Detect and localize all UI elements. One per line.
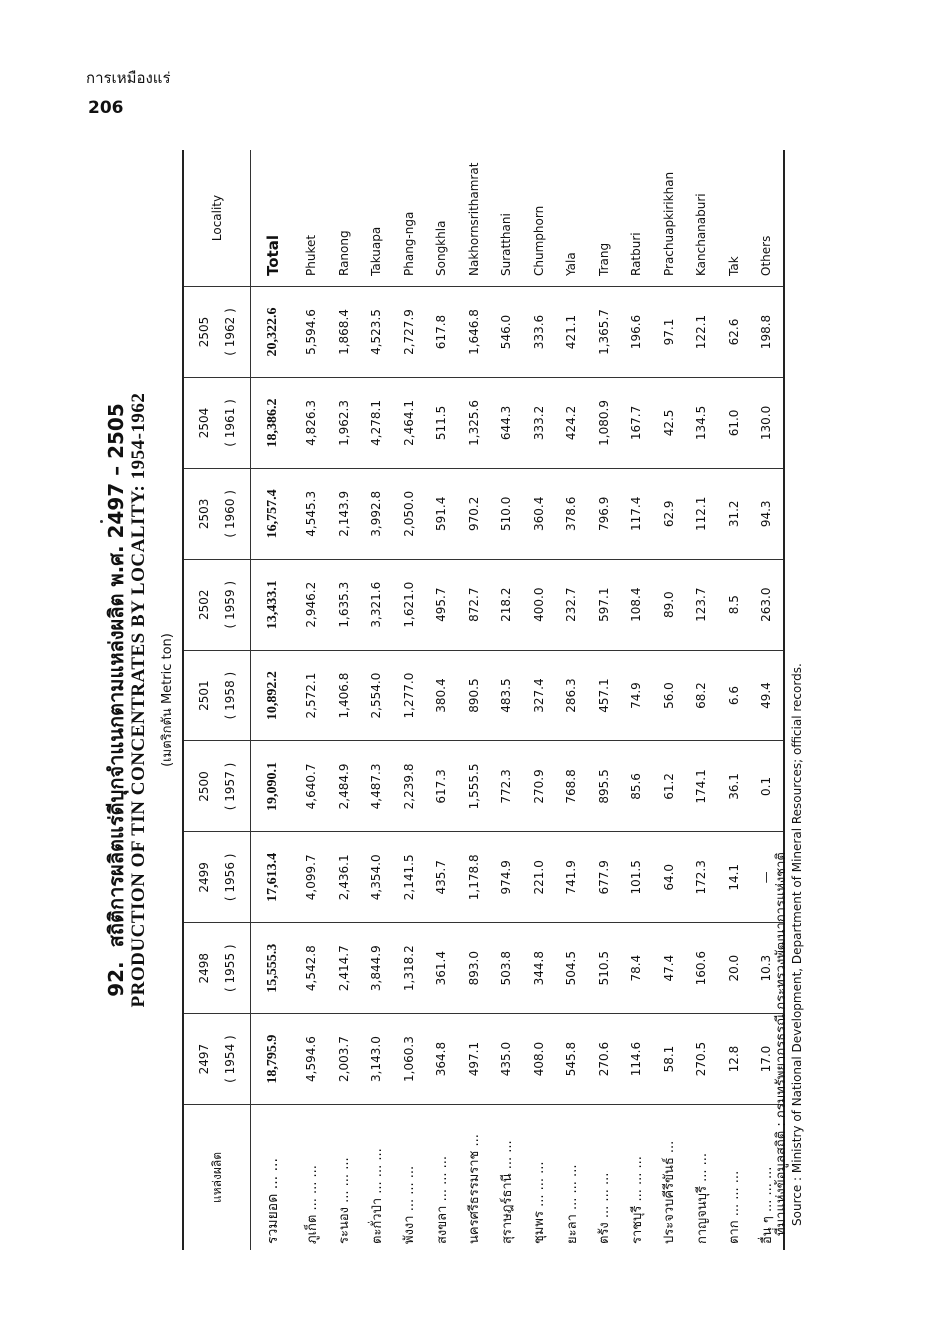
value-cell: 974.9 (490, 832, 523, 923)
value-cell: 18,386.2 (251, 378, 296, 469)
value-cell: 58.1 (653, 1014, 686, 1105)
value-cell: 160.6 (685, 923, 718, 1014)
col-header-year (183, 923, 251, 1014)
year-be: 2505 (197, 316, 211, 348)
value-cell: 4,542.8 (295, 923, 328, 1014)
value-cell: 10.3 (750, 923, 784, 1014)
value-cell: 5,594.6 (295, 287, 328, 378)
value-cell: 20,322.6 (251, 287, 296, 378)
year-be: 2500 (197, 771, 211, 802)
value-cell: 8.5 (718, 559, 751, 650)
value-cell: 2,572.1 (295, 650, 328, 741)
year-be: 2499 (197, 862, 211, 893)
value-cell: 2,141.5 (393, 832, 426, 923)
locality-english: Trang (596, 242, 611, 276)
value-cell: 344.8 (523, 923, 556, 1014)
table-row (458, 150, 491, 1250)
value-cell: 4,826.3 (295, 378, 328, 469)
value-cell: 1,277.0 (393, 650, 426, 741)
value-cell: 286.3 (555, 650, 588, 741)
value-cell: 42.5 (653, 378, 686, 469)
year-ad: ( 1959 ) (223, 580, 237, 629)
year-ad: ( 1957 ) (223, 762, 237, 811)
value-cell: 2,554.0 (360, 650, 393, 741)
value-cell: 17.0 (750, 1014, 784, 1105)
value-cell: 4,487.3 (360, 741, 393, 832)
value-cell: 796.9 (588, 468, 621, 559)
value-cell: 78.4 (620, 923, 653, 1014)
value-cell: 1,555.5 (458, 741, 491, 832)
value-cell: 2,143.9 (328, 468, 361, 559)
value-cell: 3,321.6 (360, 559, 393, 650)
value-cell: 198.8 (750, 287, 784, 378)
table-number: 92. (104, 961, 128, 997)
value-cell: 890.5 (458, 650, 491, 741)
value-cell: 424.2 (555, 378, 588, 469)
value-cell: 483.5 (490, 650, 523, 741)
section-header: การเหมืองแร่ (86, 69, 171, 87)
value-cell: 1,080.9 (588, 378, 621, 469)
value-cell: 4,523.5 (360, 287, 393, 378)
value-cell: 2,436.1 (328, 832, 361, 923)
value-cell: 361.4 (425, 923, 458, 1014)
value-cell: 114.6 (620, 1014, 653, 1105)
value-cell: 893.0 (458, 923, 491, 1014)
locality-thai: ยะลา ... ... ... (555, 1105, 588, 1251)
value-cell: 421.1 (555, 287, 588, 378)
value-cell: 49.4 (750, 650, 784, 741)
table-body (251, 150, 784, 1250)
table-row (685, 150, 718, 1250)
table-title-english: PRODUCTION OF TIN CONCENTRATES BY LOCALITY: 1954-1962 (128, 392, 149, 1008)
value-cell: 511.5 (425, 378, 458, 469)
locality-english: Songkhla (434, 220, 449, 276)
value-cell: 122.1 (685, 287, 718, 378)
value-cell: 3,844.9 (360, 923, 393, 1014)
value-cell: 4,354.0 (360, 832, 393, 923)
locality-thai: ระนอง ... ... ... (328, 1105, 361, 1251)
value-cell: 12.8 (718, 1014, 751, 1105)
total-row (251, 150, 296, 1250)
value-cell: 6.6 (718, 650, 751, 741)
value-cell: 2,003.7 (328, 1014, 361, 1105)
table-row (588, 150, 621, 1250)
col-header-year (183, 832, 251, 923)
value-cell: 872.7 (458, 559, 491, 650)
locality-thai: สงขลา ... ... ... (425, 1105, 458, 1251)
col-header-locality-en: Locality (183, 150, 251, 287)
value-cell: 64.0 (653, 832, 686, 923)
col-header-year (183, 287, 251, 378)
value-cell: 270.6 (588, 1014, 621, 1105)
table-row (620, 150, 653, 1250)
value-cell: 644.3 (490, 378, 523, 469)
value-cell: 221.0 (523, 832, 556, 923)
locality-thai: ภูเก็ต ... ... ... (295, 1105, 328, 1251)
value-cell: 495.7 (425, 559, 458, 650)
year-ad: ( 1955 ) (223, 944, 237, 992)
value-cell: 364.8 (425, 1014, 458, 1105)
table-row (328, 150, 361, 1250)
table-row (555, 150, 588, 1250)
value-cell: 20.0 (718, 923, 751, 1014)
locality-english: Nakhornsrithamrat (466, 162, 481, 276)
value-cell: 504.5 (555, 923, 588, 1014)
value-cell: 89.0 (653, 559, 686, 650)
value-cell: 16,757.4 (251, 468, 296, 559)
value-cell: 1,621.0 (393, 559, 426, 650)
locality-english: Ratburi (629, 232, 644, 276)
value-cell: 677.9 (588, 832, 621, 923)
year-be: 2498 (197, 952, 211, 984)
col-header-year (183, 741, 251, 832)
value-cell: 108.4 (620, 559, 653, 650)
value-cell: 0.1 (750, 741, 784, 832)
year-ad: ( 1956 ) (223, 853, 237, 902)
value-cell: 768.8 (555, 741, 588, 832)
col-header-locality-th: แหล่งผลิต (183, 1105, 251, 1251)
locality-thai: ตาก ... ... ... (718, 1105, 751, 1251)
value-cell: 2,050.0 (393, 468, 426, 559)
production-table (182, 150, 785, 1250)
value-cell: 1,178.8 (458, 832, 491, 923)
value-cell: 895.5 (588, 741, 621, 832)
locality-english: Tak (726, 256, 741, 276)
value-cell: 68.2 (685, 650, 718, 741)
year-be: 2504 (197, 407, 211, 439)
value-cell: 741.9 (555, 832, 588, 923)
value-cell: 597.1 (588, 559, 621, 650)
locality-thai: ตรัง ... ... ... (588, 1105, 621, 1251)
value-cell: 14.1 (718, 832, 751, 923)
value-cell: 435.7 (425, 832, 458, 923)
table-row (295, 150, 328, 1250)
source-english: Source : Ministry of National Development, Department of Mineral Resources; official records. (790, 663, 804, 1226)
value-cell: 270.9 (523, 741, 556, 832)
locality-english: Prachuapkirikhan (661, 171, 676, 276)
year-ad: ( 1954 ) (223, 1035, 237, 1083)
value-cell: 56.0 (653, 650, 686, 741)
locality-english: Suratthani (499, 213, 514, 276)
table-row (523, 150, 556, 1250)
title-thai-text: สถิติการผลิตแร่ดีบุกจำแนกตามแหล่งผลิต พ.ศ. 2497 – 2505 (104, 403, 128, 948)
table-row (360, 150, 393, 1250)
value-cell: 61.0 (718, 378, 751, 469)
year-be: 2497 (197, 1043, 211, 1075)
rotated-table-sheet (100, 150, 810, 1250)
value-cell: 2,239.8 (393, 741, 426, 832)
value-cell: 1,325.6 (458, 378, 491, 469)
col-header-year (183, 378, 251, 469)
value-cell: 1,318.2 (393, 923, 426, 1014)
value-cell: 3,143.0 (360, 1014, 393, 1105)
value-cell: 327.4 (523, 650, 556, 741)
locality-english: Others (759, 235, 774, 276)
table-row (425, 150, 458, 1250)
value-cell: 62.9 (653, 468, 686, 559)
value-cell: 10,892.2 (251, 650, 296, 741)
value-cell: 1,962.3 (328, 378, 361, 469)
locality-thai: สุราษฎร์ธานี ... ... (490, 1105, 523, 1251)
locality-thai: ราชบุรี ... ... ... (620, 1105, 653, 1251)
table-row (393, 150, 426, 1250)
table-page-content (100, 150, 810, 1250)
value-cell: 112.1 (685, 468, 718, 559)
value-cell: 1,635.3 (328, 559, 361, 650)
value-cell: 970.2 (458, 468, 491, 559)
locality-thai: ชุมพร ... ... ... (523, 1105, 556, 1251)
value-cell: 15,555.3 (251, 923, 296, 1014)
value-cell: 2,946.2 (295, 559, 328, 650)
col-header-year (183, 559, 251, 650)
value-cell: 3,992.8 (360, 468, 393, 559)
value-cell: 263.0 (750, 559, 784, 650)
value-cell: 17,613.4 (251, 832, 296, 923)
locality-english: Yala (564, 252, 579, 276)
locality-english: Chumphorn (531, 205, 546, 276)
value-cell: 1,646.8 (458, 287, 491, 378)
value-cell: 333.6 (523, 287, 556, 378)
value-cell: 47.4 (653, 923, 686, 1014)
value-cell: 545.8 (555, 1014, 588, 1105)
year-ad: ( 1960 ) (223, 490, 237, 538)
value-cell: 134.5 (685, 378, 718, 469)
value-cell: 2,727.9 (393, 287, 426, 378)
value-cell: 617.3 (425, 741, 458, 832)
value-cell: 94.3 (750, 468, 784, 559)
year-ad: ( 1961 ) (223, 399, 237, 447)
value-cell: 378.6 (555, 468, 588, 559)
year-ad: ( 1962 ) (223, 308, 237, 356)
value-cell: 400.0 (523, 559, 556, 650)
locality-thai: ตะกั่วป่า ... ... ... (360, 1105, 393, 1251)
value-cell: 617.8 (425, 287, 458, 378)
value-cell: 2,484.9 (328, 741, 361, 832)
locality-english: Ranong (336, 230, 351, 276)
value-cell: 19,090.1 (251, 741, 296, 832)
year-be: 2501 (197, 680, 211, 711)
value-cell: 123.7 (685, 559, 718, 650)
value-cell: 4,594.6 (295, 1014, 328, 1105)
unit-note: (เมตริกตัน Metric ton) (160, 633, 175, 767)
value-cell: — (750, 832, 784, 923)
value-cell: 130.0 (750, 378, 784, 469)
value-cell: 232.7 (555, 559, 588, 650)
value-cell: 510.5 (588, 923, 621, 1014)
locality-thai: ประจวบคีรีขันธ์ ... (653, 1105, 686, 1251)
value-cell: 4,545.3 (295, 468, 328, 559)
locality-english: Kanchanaburi (694, 193, 709, 276)
col-header-year (183, 650, 251, 741)
table-row (718, 150, 751, 1250)
table-row (490, 150, 523, 1250)
year-ad: ( 1958 ) (223, 671, 237, 720)
value-cell: 167.7 (620, 378, 653, 469)
value-cell: 503.8 (490, 923, 523, 1014)
value-cell: 380.4 (425, 650, 458, 741)
value-cell: 36.1 (718, 741, 751, 832)
value-cell: 1,406.8 (328, 650, 361, 741)
value-cell: 31.2 (718, 468, 751, 559)
page-number: 206 (88, 98, 124, 118)
value-cell: 2,464.1 (393, 378, 426, 469)
value-cell: 196.6 (620, 287, 653, 378)
value-cell: 270.5 (685, 1014, 718, 1105)
value-cell: 435.0 (490, 1014, 523, 1105)
value-cell: 101.5 (620, 832, 653, 923)
locality-thai: พังงา ... ... ... (393, 1105, 426, 1251)
value-cell: 218.2 (490, 559, 523, 650)
value-cell: 85.6 (620, 741, 653, 832)
value-cell: 4,099.7 (295, 832, 328, 923)
value-cell: 457.1 (588, 650, 621, 741)
value-cell: 510.0 (490, 468, 523, 559)
value-cell: 174.1 (685, 741, 718, 832)
locality-english: Takuapa (369, 226, 384, 276)
locality-thai: กาญจนบุรี ... ... (685, 1105, 718, 1251)
year-be: 2503 (197, 498, 211, 530)
value-cell: 97.1 (653, 287, 686, 378)
value-cell: 497.1 (458, 1014, 491, 1105)
locality-english: Total (264, 235, 282, 276)
value-cell: 2,414.7 (328, 923, 361, 1014)
value-cell: 4,278.1 (360, 378, 393, 469)
value-cell: 1,868.4 (328, 287, 361, 378)
value-cell: 61.2 (653, 741, 686, 832)
value-cell: 18,795.9 (251, 1014, 296, 1105)
value-cell: 74.9 (620, 650, 653, 741)
locality-thai: รวมยอด ... ... (251, 1105, 296, 1251)
value-cell: 172.3 (685, 832, 718, 923)
value-cell: 1,365.7 (588, 287, 621, 378)
col-header-year (183, 1014, 251, 1105)
value-cell: 360.4 (523, 468, 556, 559)
locality-english: Phuket (304, 234, 319, 276)
value-cell: 13,433.1 (251, 559, 296, 650)
header-row (183, 150, 251, 1250)
locality-thai: นครศรีธรรมราช ... (458, 1105, 491, 1251)
value-cell: 1,060.3 (393, 1014, 426, 1105)
value-cell: 333.2 (523, 378, 556, 469)
table-row (653, 150, 686, 1250)
value-cell: 546.0 (490, 287, 523, 378)
year-be: 2502 (197, 589, 211, 620)
source-thai: ที่มาแห่งข้อมูลสถิติ : กรมทรัพยากรธรณี กระทรวงพัฒนาการแห่งชาติ (774, 852, 789, 1236)
value-cell: 408.0 (523, 1014, 556, 1105)
value-cell: 117.4 (620, 468, 653, 559)
value-cell: 772.3 (490, 741, 523, 832)
col-header-year (183, 468, 251, 559)
value-cell: 62.6 (718, 287, 751, 378)
locality-english: Phang-nga (401, 211, 416, 276)
locality-thai: อื่น ๆ ... ... ... (750, 1105, 784, 1251)
value-cell: 4,640.7 (295, 741, 328, 832)
value-cell: 591.4 (425, 468, 458, 559)
